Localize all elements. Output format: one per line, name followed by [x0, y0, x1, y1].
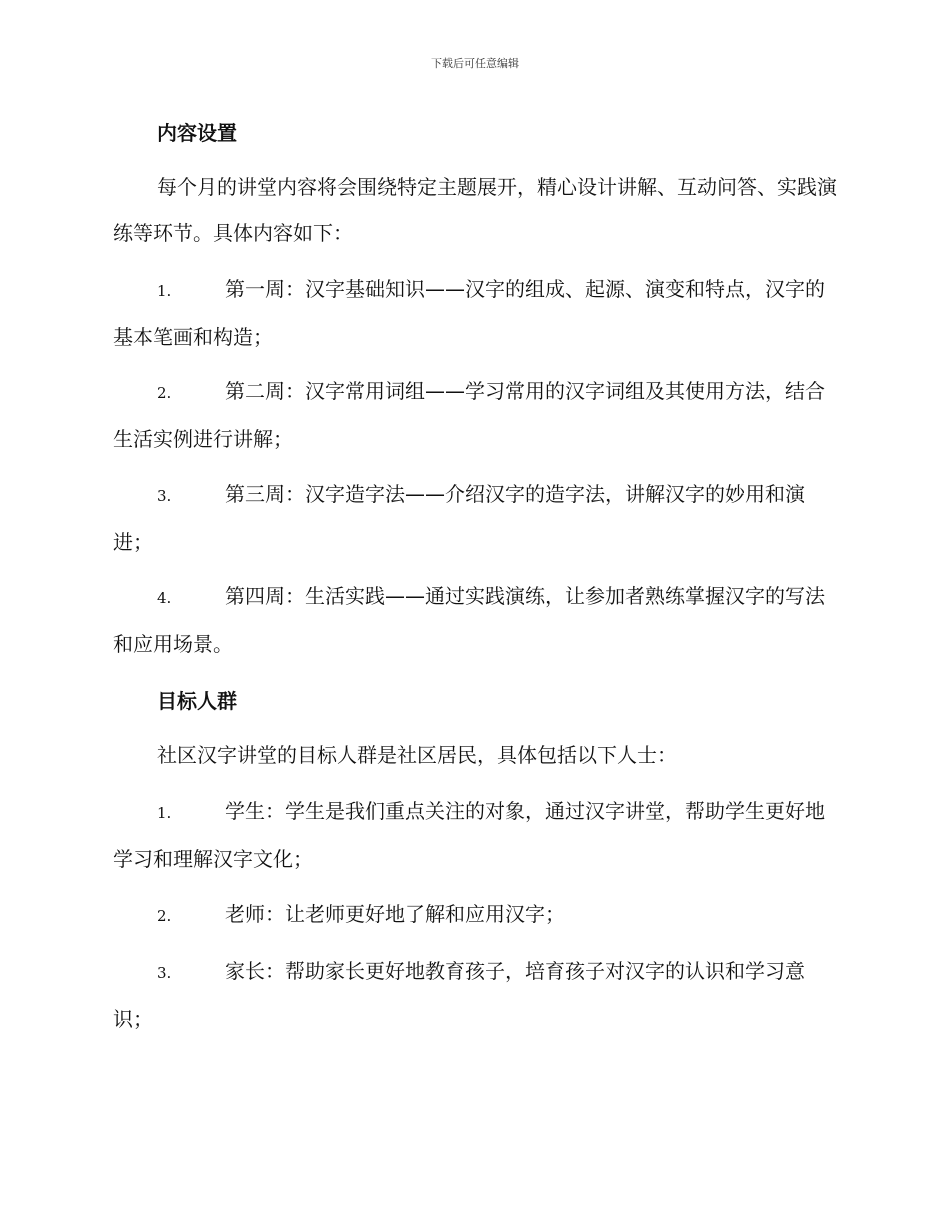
intro-text: 社区汉字讲堂的目标人群是社区居民，具体包括以下人士：: [157, 743, 677, 767]
section-intro-target: [113, 732, 838, 778]
list-number: 2.: [157, 907, 172, 925]
list-text: 学生：学生是我们重点关注的对象，通过汉字讲堂，帮助学生更好地学习和理解汉字文化；: [113, 799, 825, 871]
section-heading-content: 内容设置: [157, 121, 237, 145]
list-text: 老师：让老师更好地了解和应用汉字；: [225, 902, 565, 926]
list-number: 1.: [157, 804, 172, 822]
section-heading-target: 目标人群: [157, 689, 237, 713]
section-intro-content: [113, 164, 838, 256]
list-item: [113, 368, 838, 462]
list-text: 第二周：汉字常用词组——学习常用的汉字词组及其使用方法，结合生活实例进行讲解；: [113, 379, 825, 451]
list-number: 3.: [157, 964, 172, 982]
list-text: 第三周：汉字造字法——介绍汉字的造字法，讲解汉字的妙用和演进；: [113, 482, 805, 554]
list-text: 第四周：生活实践——通过实践演练，让参加者熟练掌握汉字的写法和应用场景。: [113, 584, 825, 656]
list-item: [113, 573, 838, 667]
intro-text: 每个月的讲堂内容将会围绕特定主题展开，精心设计讲解、互动问答、实践演练等环节。具体内容如下：: [113, 175, 837, 245]
list-item: [113, 788, 838, 882]
list-item: [113, 266, 838, 360]
list-text: 家长：帮助家长更好地教育孩子，培育孩子对汉字的认识和学习意识；: [113, 959, 805, 1031]
list-item: [113, 891, 838, 939]
list-item: [113, 948, 838, 1042]
list-number: 1.: [157, 282, 172, 300]
list-number: 3.: [157, 487, 172, 505]
list-number: 2.: [157, 384, 172, 402]
list-number: 4.: [157, 589, 172, 607]
list-text: 第一周：汉字基础知识——汉字的组成、起源、演变和特点，汉字的基本笔画和构造；: [113, 277, 825, 349]
header-note: 下载后可任意编辑: [431, 57, 519, 70]
list-item: [113, 471, 838, 565]
